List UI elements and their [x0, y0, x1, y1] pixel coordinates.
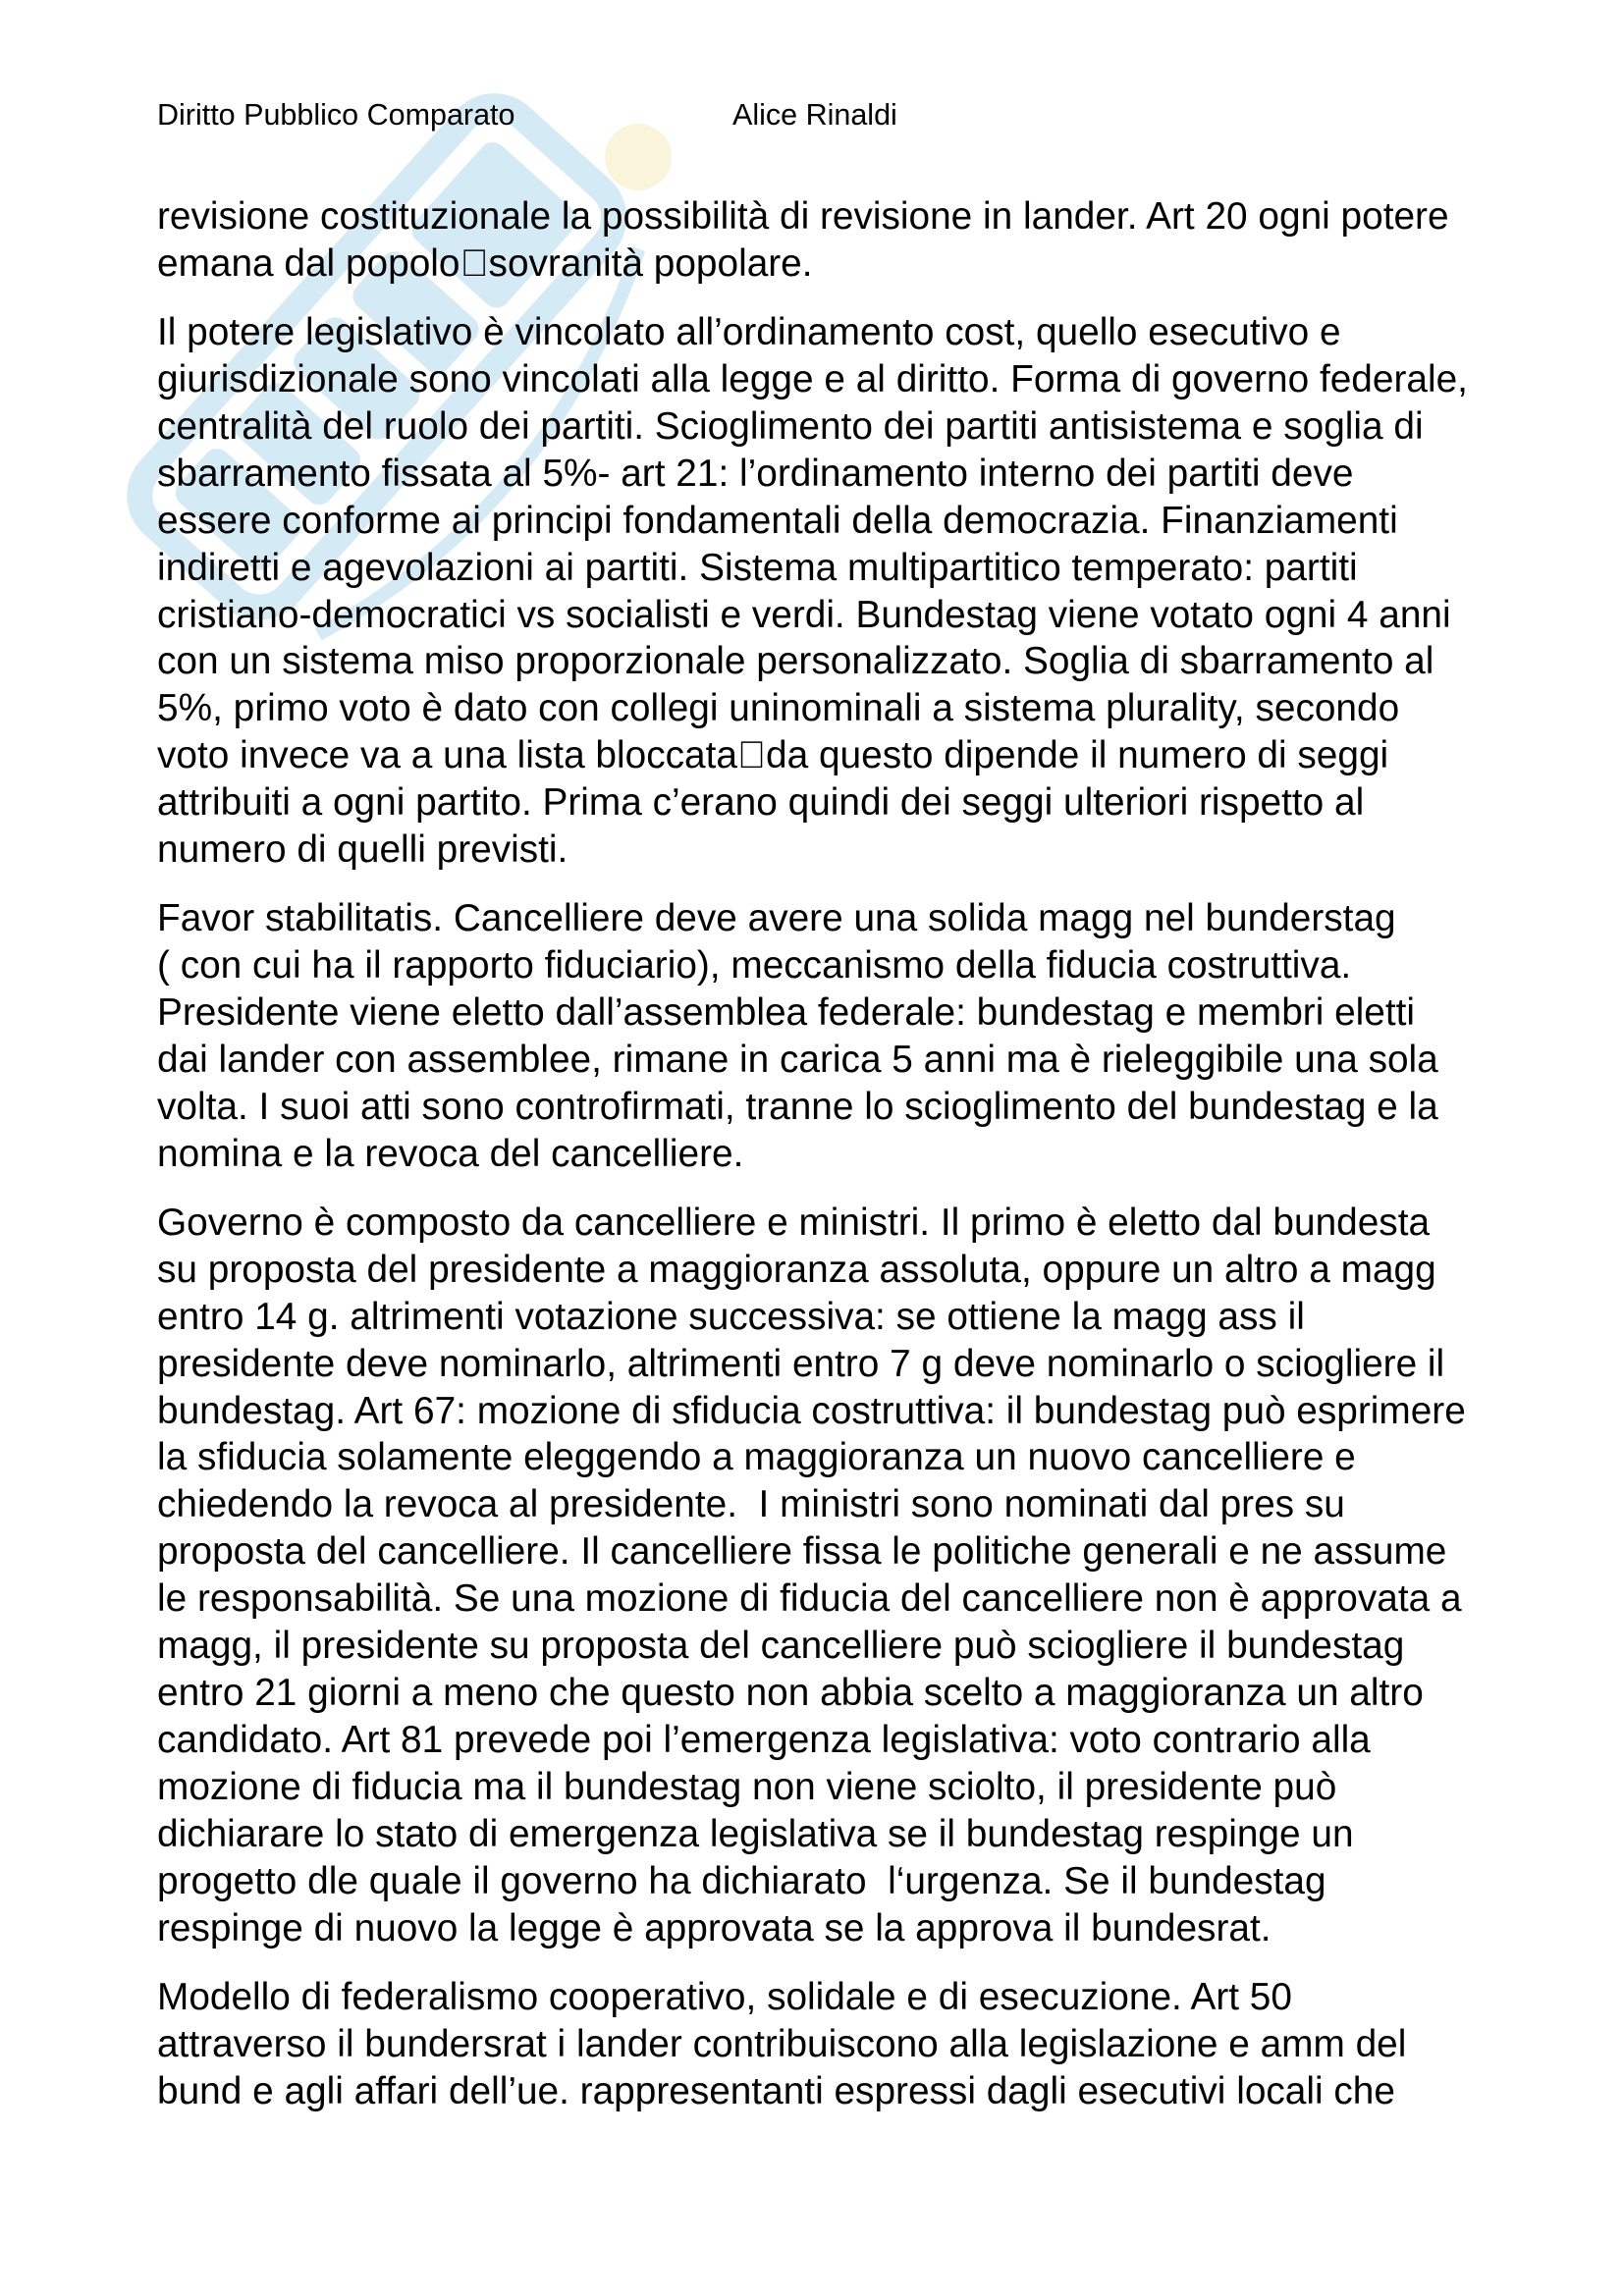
text-line: dai lander con assemblee, rimane in carica 5 anni ma è rieleggibile una sola: [157, 1038, 1438, 1081]
text-line: cristiano-democratici vs socialisti e verdi. Bundestag viene votato ogni 4 anni: [157, 593, 1451, 636]
text-line: dichiarare lo stato di emergenza legislativa se il bundestag respinge un: [157, 1812, 1354, 1855]
text-line: mozione di fiducia ma il bundestag non viene sciolto, il presidente può: [157, 1766, 1337, 1808]
text-line: proposta del cancelliere. Il cancelliere fissa le politiche generali e ne assume: [157, 1530, 1447, 1574]
text-line: Modello di federalismo cooperativo, solidale e di esecuzione. Art 50: [157, 1975, 1292, 2018]
paragraph-5: [157, 1974, 1551, 2115]
text-line: le responsabilità. Se una mozione di fiducia del cancelliere non è approvata a: [157, 1577, 1462, 1621]
text-line: su proposta del presidente a maggioranza assoluta, oppure un altro a magg: [157, 1248, 1436, 1291]
text-line: la sfiducia solamente eleggendo a maggioranza un nuovo cancelliere e: [157, 1436, 1356, 1479]
text-line: Il potere legislativo è vincolato all’ordinamento cost, quello esecutivo e: [157, 310, 1341, 353]
text-line: voto invece va a una lista bloccata da questo dipende il numero di seggi: [157, 734, 1371, 777]
text-line: numero di quelli previsti.: [157, 828, 568, 872]
text-line: con un sistema miso proporzionale personalizzato. Soglia di sbarramento al: [157, 640, 1434, 683]
document-body: [157, 193, 1551, 2137]
text-line: magg, il presidente su proposta del cancelliere può sciogliere il bundestag: [157, 1625, 1405, 1668]
paragraph-3: [157, 895, 1551, 1178]
paragraph-4: [157, 1200, 1551, 1952]
text-line: bundestag. Art 67: mozione di sfiducia costruttiva: il bundestag può esprimere: [157, 1389, 1466, 1432]
text-line: respinge di nuovo la legge è approvata se la approva il bundesrat.: [157, 1906, 1271, 1949]
text-line: attribuiti a ogni partito. Prima c’erano quindi dei seggi ulteriori rispetto al: [157, 781, 1365, 825]
text-line: Presidente viene eletto dall’assemblea federale: bundestag e membri eletti: [157, 991, 1416, 1034]
text-line: Favor stabilitatis. Cancelliere deve avere una solida magg nel bunderstag: [157, 897, 1396, 940]
text-line: presidente deve nominarlo, altrimenti entro 7 g deve nominarlo o sciogliere il: [157, 1342, 1445, 1385]
paragraph-2: [157, 309, 1551, 874]
text-line: essere conforme ai principi fondamentali della democrazia. Finanziamenti: [157, 499, 1398, 542]
course-title: Diritto Pubblico Comparato: [157, 98, 515, 132]
text-line: indiretti e agevolazioni ai partiti. Sistema multipartitico temperato: partiti: [157, 546, 1358, 589]
text-line: emana dal popolo sovranità popolare.: [157, 241, 795, 285]
page-header: [157, 97, 1473, 133]
paragraph-1: [157, 193, 1551, 288]
text-line: 5%, primo voto è dato con collegi uninominali a sistema plurality, secondo: [157, 687, 1400, 730]
text-line: progetto dle quale il governo ha dichiarato l‘urgenza. Se il bundestag: [157, 1859, 1326, 1902]
watermark-dot: [605, 124, 672, 190]
author-name: Alice Rinaldi: [732, 98, 897, 132]
text-line: entro 21 giorni a meno che questo non abbia scelto a maggioranza un altro: [157, 1672, 1424, 1715]
text-line: sbarramento fissata al 5%- art 21: l’ordinamento interno dei partiti deve: [157, 452, 1354, 495]
text-line: chiedendo la revoca al presidente. I ministri sono nominati dal pres su: [157, 1483, 1345, 1526]
text-line: entro 14 g. altrimenti votazione successiva: se ottiene la magg ass il: [157, 1295, 1305, 1338]
text-line: centralità del ruolo dei partiti. Scioglimento dei partiti antisistema e soglia di: [157, 404, 1424, 448]
text-line: ( con cui ha il rapporto fiduciario), meccanismo della fiducia costruttiva.: [157, 944, 1352, 988]
text-line: giurisdizionale sono vincolati alla legge e al diritto. Forma di governo federale,: [157, 357, 1468, 400]
text-line: volta. I suoi atti sono controfirmati, tranne lo scioglimento del bundestag e la: [157, 1085, 1438, 1128]
text-line: nomina e la revoca del cancelliere.: [157, 1132, 744, 1175]
text-line: revisione costituzionale la possibilità di revisione in lander. Art 20 ogni potere: [157, 195, 1449, 238]
text-line: bund e agli affari dell’ue. rappresentanti espressi dagli esecutivi locali che: [157, 2069, 1395, 2112]
text-line: attraverso il bundersrat i lander contribuiscono alla legislazione e amm del: [157, 2022, 1407, 2065]
text-line: Governo è composto da cancelliere e ministri. Il primo è eletto dal bundesta: [157, 1201, 1431, 1244]
text-line: candidato. Art 81 prevede poi l’emergenza legislativa: voto contrario alla: [157, 1719, 1371, 1762]
